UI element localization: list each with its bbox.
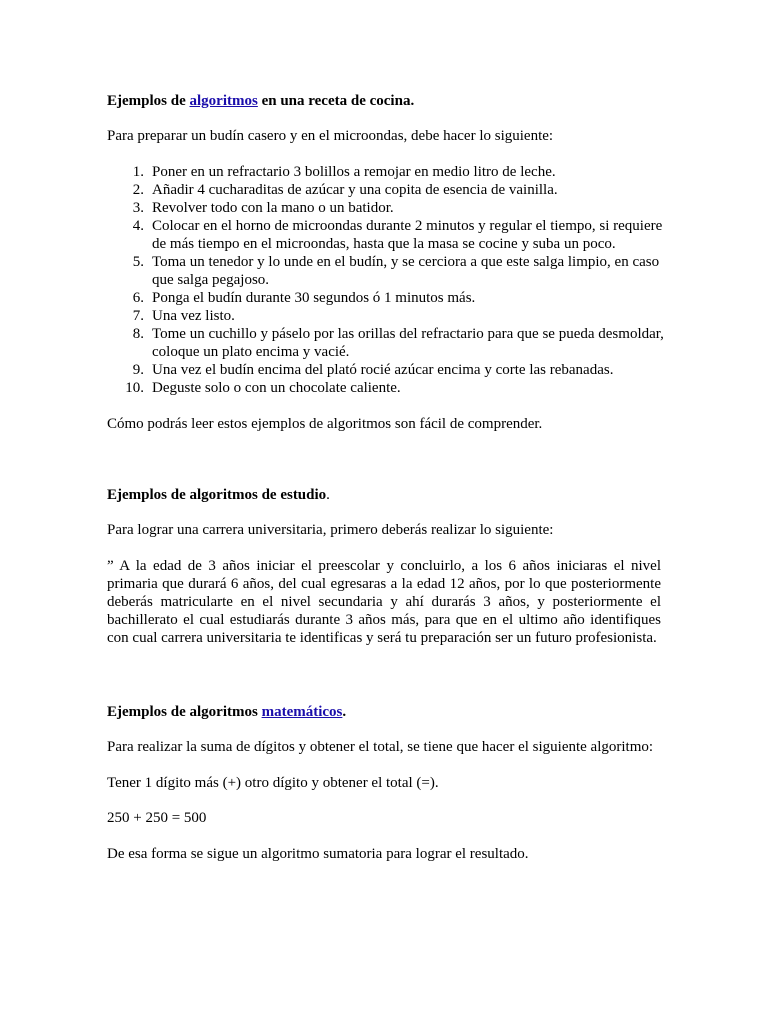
step-text: Ponga el budín durante 30 segundos ó 1 minutos más. (152, 290, 476, 306)
heading-tail: . (326, 487, 330, 503)
step-number: 5. (132, 254, 144, 270)
recipe-step (107, 289, 667, 307)
step-number: 3. (132, 200, 144, 216)
recipe-step (107, 253, 667, 289)
step-text: Tome un cuchillo y páselo por las orillas del refractario para que se pueda desmoldar, coloque un plato encima y vacié. (152, 326, 664, 360)
study-intro: Para lograr una carrera universitaria, primero deberás realizar lo siguiente: (107, 522, 554, 538)
step-number: 9. (132, 362, 144, 378)
section-heading-study (107, 486, 330, 504)
recipe-step (107, 181, 667, 199)
recipe-step (107, 325, 667, 361)
math-example: 250 + 250 = 500 (107, 810, 207, 826)
section-heading-recipe (107, 92, 414, 110)
heading-bold: Ejemplos de algoritmos de estudio (107, 487, 327, 503)
step-text: Añadir 4 cucharaditas de azúcar y una copita de esencia de vainilla. (152, 182, 558, 198)
step-number: 2. (132, 182, 144, 198)
step-text: Una vez listo. (152, 308, 235, 324)
step-number: 7. (132, 308, 144, 324)
recipe-steps-list (107, 163, 667, 397)
heading-suffix: en una receta de cocina. (257, 93, 415, 109)
algoritmos-link[interactable]: algoritmos (189, 93, 258, 109)
recipe-step (107, 163, 667, 181)
step-text: Revolver todo con la mano o un batidor. (152, 200, 394, 216)
step-number: 8. (132, 326, 144, 342)
matematicos-link[interactable]: matemáticos (261, 704, 343, 720)
recipe-step (107, 307, 667, 325)
step-number: 1. (132, 164, 144, 180)
math-rule: Tener 1 dígito más (+) otro dígito y obtener el total (=). (107, 775, 439, 791)
recipe-step (107, 199, 667, 217)
math-closing: De esa forma se sigue un algoritmo sumatoria para lograr el resultado. (107, 846, 529, 862)
recipe-step (107, 361, 667, 379)
step-number: 10. (125, 380, 144, 396)
step-text: Una vez el budín encima del plató rocié azúcar encima y corte las rebanadas. (152, 362, 614, 378)
step-number: 6. (132, 290, 144, 306)
recipe-step (107, 217, 667, 253)
step-number: 4. (132, 218, 144, 234)
math-intro: Para realizar la suma de dígitos y obtener el total, se tiene que hacer el siguiente algoritmo: (107, 739, 654, 755)
recipe-closing: Cómo podrás leer estos ejemplos de algoritmos son fácil de comprender. (107, 416, 543, 432)
section-heading-math (107, 703, 346, 721)
step-text: Colocar en el horno de microondas durante 2 minutos y regular el tiempo, si requiere de más tiempo en el microondas, hasta que la masa se cocine y suba un poco. (152, 218, 663, 252)
heading-suffix: . (342, 704, 347, 720)
recipe-intro: Para preparar un budín casero y en el microondas, debe hacer lo siguiente: (107, 128, 554, 144)
heading-prefix: Ejemplos de algoritmos (107, 704, 262, 720)
recipe-step (107, 379, 667, 397)
step-text: Toma un tenedor y lo unde en el budín, y se cerciora a que este salga limpio, en caso que salga pegajoso. (152, 254, 660, 288)
step-text: Poner en un refractario 3 bolillos a remojar en medio litro de leche. (152, 164, 556, 180)
heading-prefix: Ejemplos de (107, 93, 190, 109)
study-paragraph: ” A la edad de 3 años iniciar el preescolar y concluirlo, a los 6 años iniciaras el nivel primaria que durará 6 años, del cual egresaras a la edad 12 años, por lo que posteriormente deberás matricularte en el nivel secundaria y ahí durarás 3 años, y posteriormente el bachillerato el cual estudiarás durante 3 años más, para que en el ultimo año identifiques con cual carrera universitaria te identificas y será tu preparación ser un futuro profesionista. (107, 558, 661, 646)
step-text: Deguste solo o con un chocolate caliente. (152, 380, 401, 396)
